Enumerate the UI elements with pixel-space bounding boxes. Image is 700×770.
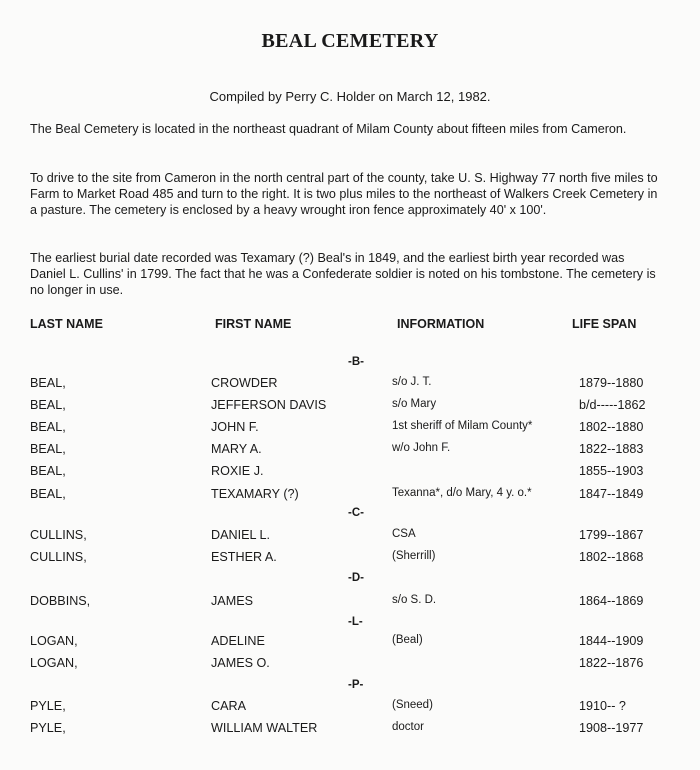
compiled-by-line: Compiled by Perry C. Holder on March 12, 1982. [209,89,491,104]
life-span-cell: 1910-- ? [579,699,626,713]
table-row [0,398,700,418]
column-header-first-name: FIRST NAME [215,317,292,331]
table-row [0,634,700,654]
information-cell: (Beal) [392,634,423,646]
last-name-cell: CULLINS, [30,550,87,564]
life-span-cell: 1844--1909 [579,634,644,648]
first-name-cell: TEXAMARY (?) [211,487,299,501]
information-cell: (Sneed) [392,699,433,711]
section-letter-divider [0,507,700,527]
history-paragraph: The earliest burial date recorded was Texamary (?) Beal's in 1849, and the earliest birth year recorded was Daniel L. Cullins' in 1799. The fact that he was a Confederate soldier is noted on his tombstone. The cemetery is no longer in use. [30,251,656,297]
table-row [0,699,700,719]
last-name-cell: CULLINS, [30,528,87,542]
section-letter: -B- [348,356,364,368]
first-name-cell: JAMES [211,594,253,608]
table-row [0,528,700,548]
last-name-cell: PYLE, [30,721,66,735]
table-row [0,550,700,570]
section-letter-divider [0,356,700,376]
first-name-cell: ROXIE J. [211,464,264,478]
life-span-cell: 1879--1880 [579,376,644,390]
page-title: BEAL CEMETERY [261,30,439,52]
first-name-cell: DANIEL L. [211,528,271,542]
first-name-cell: CARA [211,699,246,713]
last-name-cell: PYLE, [30,699,66,713]
information-cell: w/o John F. [392,442,451,454]
information-cell: Texanna*, d/o Mary, 4 y. o.* [392,487,532,499]
table-row [0,442,700,462]
life-span-cell: 1822--1883 [579,442,644,456]
first-name-cell: MARY A. [211,442,262,456]
section-letter-divider [0,679,700,699]
first-name-cell: JOHN F. [211,420,259,434]
information-cell: 1st sheriff of Milam County* [392,420,533,432]
last-name-cell: LOGAN, [30,634,78,648]
first-name-cell: ESTHER A. [211,550,277,564]
first-name-cell: WILLIAM WALTER [211,721,318,735]
table-row [0,420,700,440]
life-span-cell: 1822--1876 [579,656,644,670]
last-name-cell: BEAL, [30,420,66,434]
last-name-cell: BEAL, [30,464,66,478]
directions-paragraph: To drive to the site from Cameron in the north central part of the county, take U. S. Highway 77 north five miles to Farm to Market Road 485 and turn to the right. It is two plus miles to the northeast of Walkers Creek Cemetery in a pasture. The cemetery is enclosed by a heavy wrought iron fence approximately 40' x 100'. [30,171,658,217]
table-row [0,487,700,507]
column-header-last-name: LAST NAME [30,317,103,331]
table-row [0,721,700,741]
information-cell: s/o S. D. [392,594,437,606]
section-letter: -L- [348,616,363,628]
table-row [0,376,700,396]
location-paragraph: The Beal Cemetery is located in the northeast quadrant of Milam County about fifteen miles from Cameron. [30,122,627,136]
first-name-cell: JEFFERSON DAVIS [211,398,327,412]
information-cell: (Sherrill) [392,550,436,562]
life-span-cell: 1802--1868 [579,550,644,564]
life-span-cell: 1908--1977 [579,721,644,735]
last-name-cell: BEAL, [30,487,66,501]
first-name-cell: JAMES O. [211,656,270,670]
section-letter-divider [0,616,700,636]
table-row [0,464,700,484]
column-header-information: INFORMATION [397,317,485,331]
first-name-cell: ADELINE [211,634,265,648]
life-span-cell: 1847--1849 [579,487,644,501]
table-row [0,594,700,614]
section-letter: -P- [348,679,364,691]
last-name-cell: BEAL, [30,442,66,456]
life-span-cell: b/d-----1862 [579,398,646,412]
last-name-cell: BEAL, [30,398,66,412]
last-name-cell: LOGAN, [30,656,78,670]
last-name-cell: BEAL, [30,376,66,390]
section-letter: -D- [348,572,364,584]
life-span-cell: 1855--1903 [579,464,644,478]
information-cell: doctor [392,721,424,733]
last-name-cell: DOBBINS, [30,594,91,608]
life-span-cell: 1802--1880 [579,420,644,434]
information-cell: s/o Mary [392,398,437,410]
section-letter-divider [0,572,700,592]
life-span-cell: 1864--1869 [579,594,644,608]
section-letter: -C- [348,507,364,519]
information-cell: s/o J. T. [392,376,432,388]
column-header-life-span: LIFE SPAN [572,317,637,331]
information-cell: CSA [392,528,416,540]
life-span-cell: 1799--1867 [579,528,644,542]
table-row [0,656,700,676]
first-name-cell: CROWDER [211,376,278,390]
